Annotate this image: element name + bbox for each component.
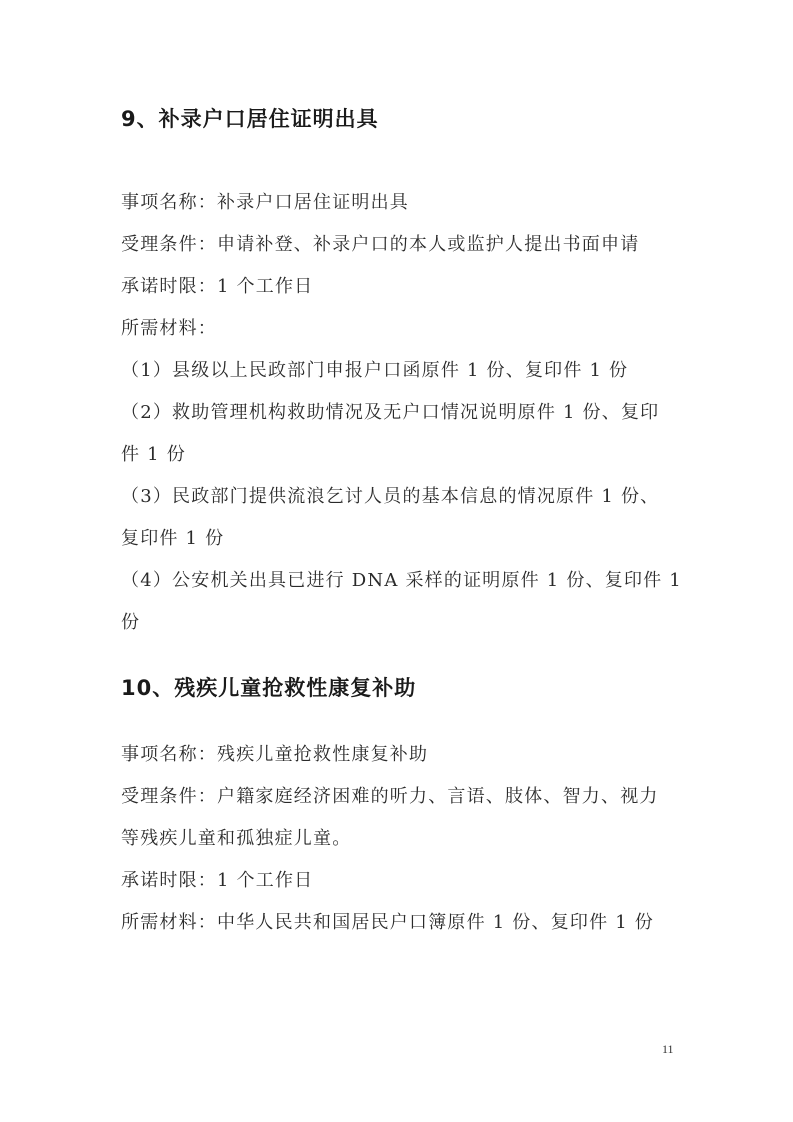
section-9-material-4: （4）公安机关出具已进行 DNA 采样的证明原件 1 份、复印件 1 — [121, 570, 682, 591]
section-10-title: 10、残疾儿童抢救性康复补助 — [121, 676, 417, 700]
page-number: 11 — [662, 1042, 674, 1056]
section-9-material-1: （1）县级以上民政部门申报户口函原件 1 份、复印件 1 份 — [121, 360, 629, 381]
section-9-material-4-cont: 份 — [121, 612, 141, 633]
section-9-time-limit: 承诺时限：1 个工作日 — [121, 276, 314, 297]
section-9-material-3-cont: 复印件 1 份 — [121, 528, 225, 549]
section-9-material-2: （2）救助管理机构救助情况及无户口情况说明原件 1 份、复印 — [121, 402, 660, 423]
section-10-time-limit: 承诺时限：1 个工作日 — [121, 870, 314, 891]
section-10-conditions-cont: 等残疾儿童和孤独症儿童。 — [121, 828, 352, 849]
section-9-title: 9、补录户口居住证明出具 — [121, 107, 379, 131]
section-9-item-name: 事项名称：补录户口居住证明出具 — [121, 192, 409, 213]
section-9-materials-label: 所需材料： — [121, 318, 217, 339]
section-10-item-name: 事项名称：残疾儿童抢救性康复补助 — [121, 744, 429, 765]
section-10-conditions: 受理条件：户籍家庭经济困难的听力、言语、肢体、智力、视力 — [121, 786, 659, 807]
section-9-conditions: 受理条件：申请补登、补录户口的本人或监护人提出书面申请 — [121, 234, 640, 255]
section-9-material-3: （3）民政部门提供流浪乞讨人员的基本信息的情况原件 1 份、 — [121, 486, 660, 507]
section-10-materials: 所需材料：中华人民共和国居民户口簿原件 1 份、复印件 1 份 — [121, 912, 654, 933]
section-9-material-2-cont: 件 1 份 — [121, 444, 186, 465]
